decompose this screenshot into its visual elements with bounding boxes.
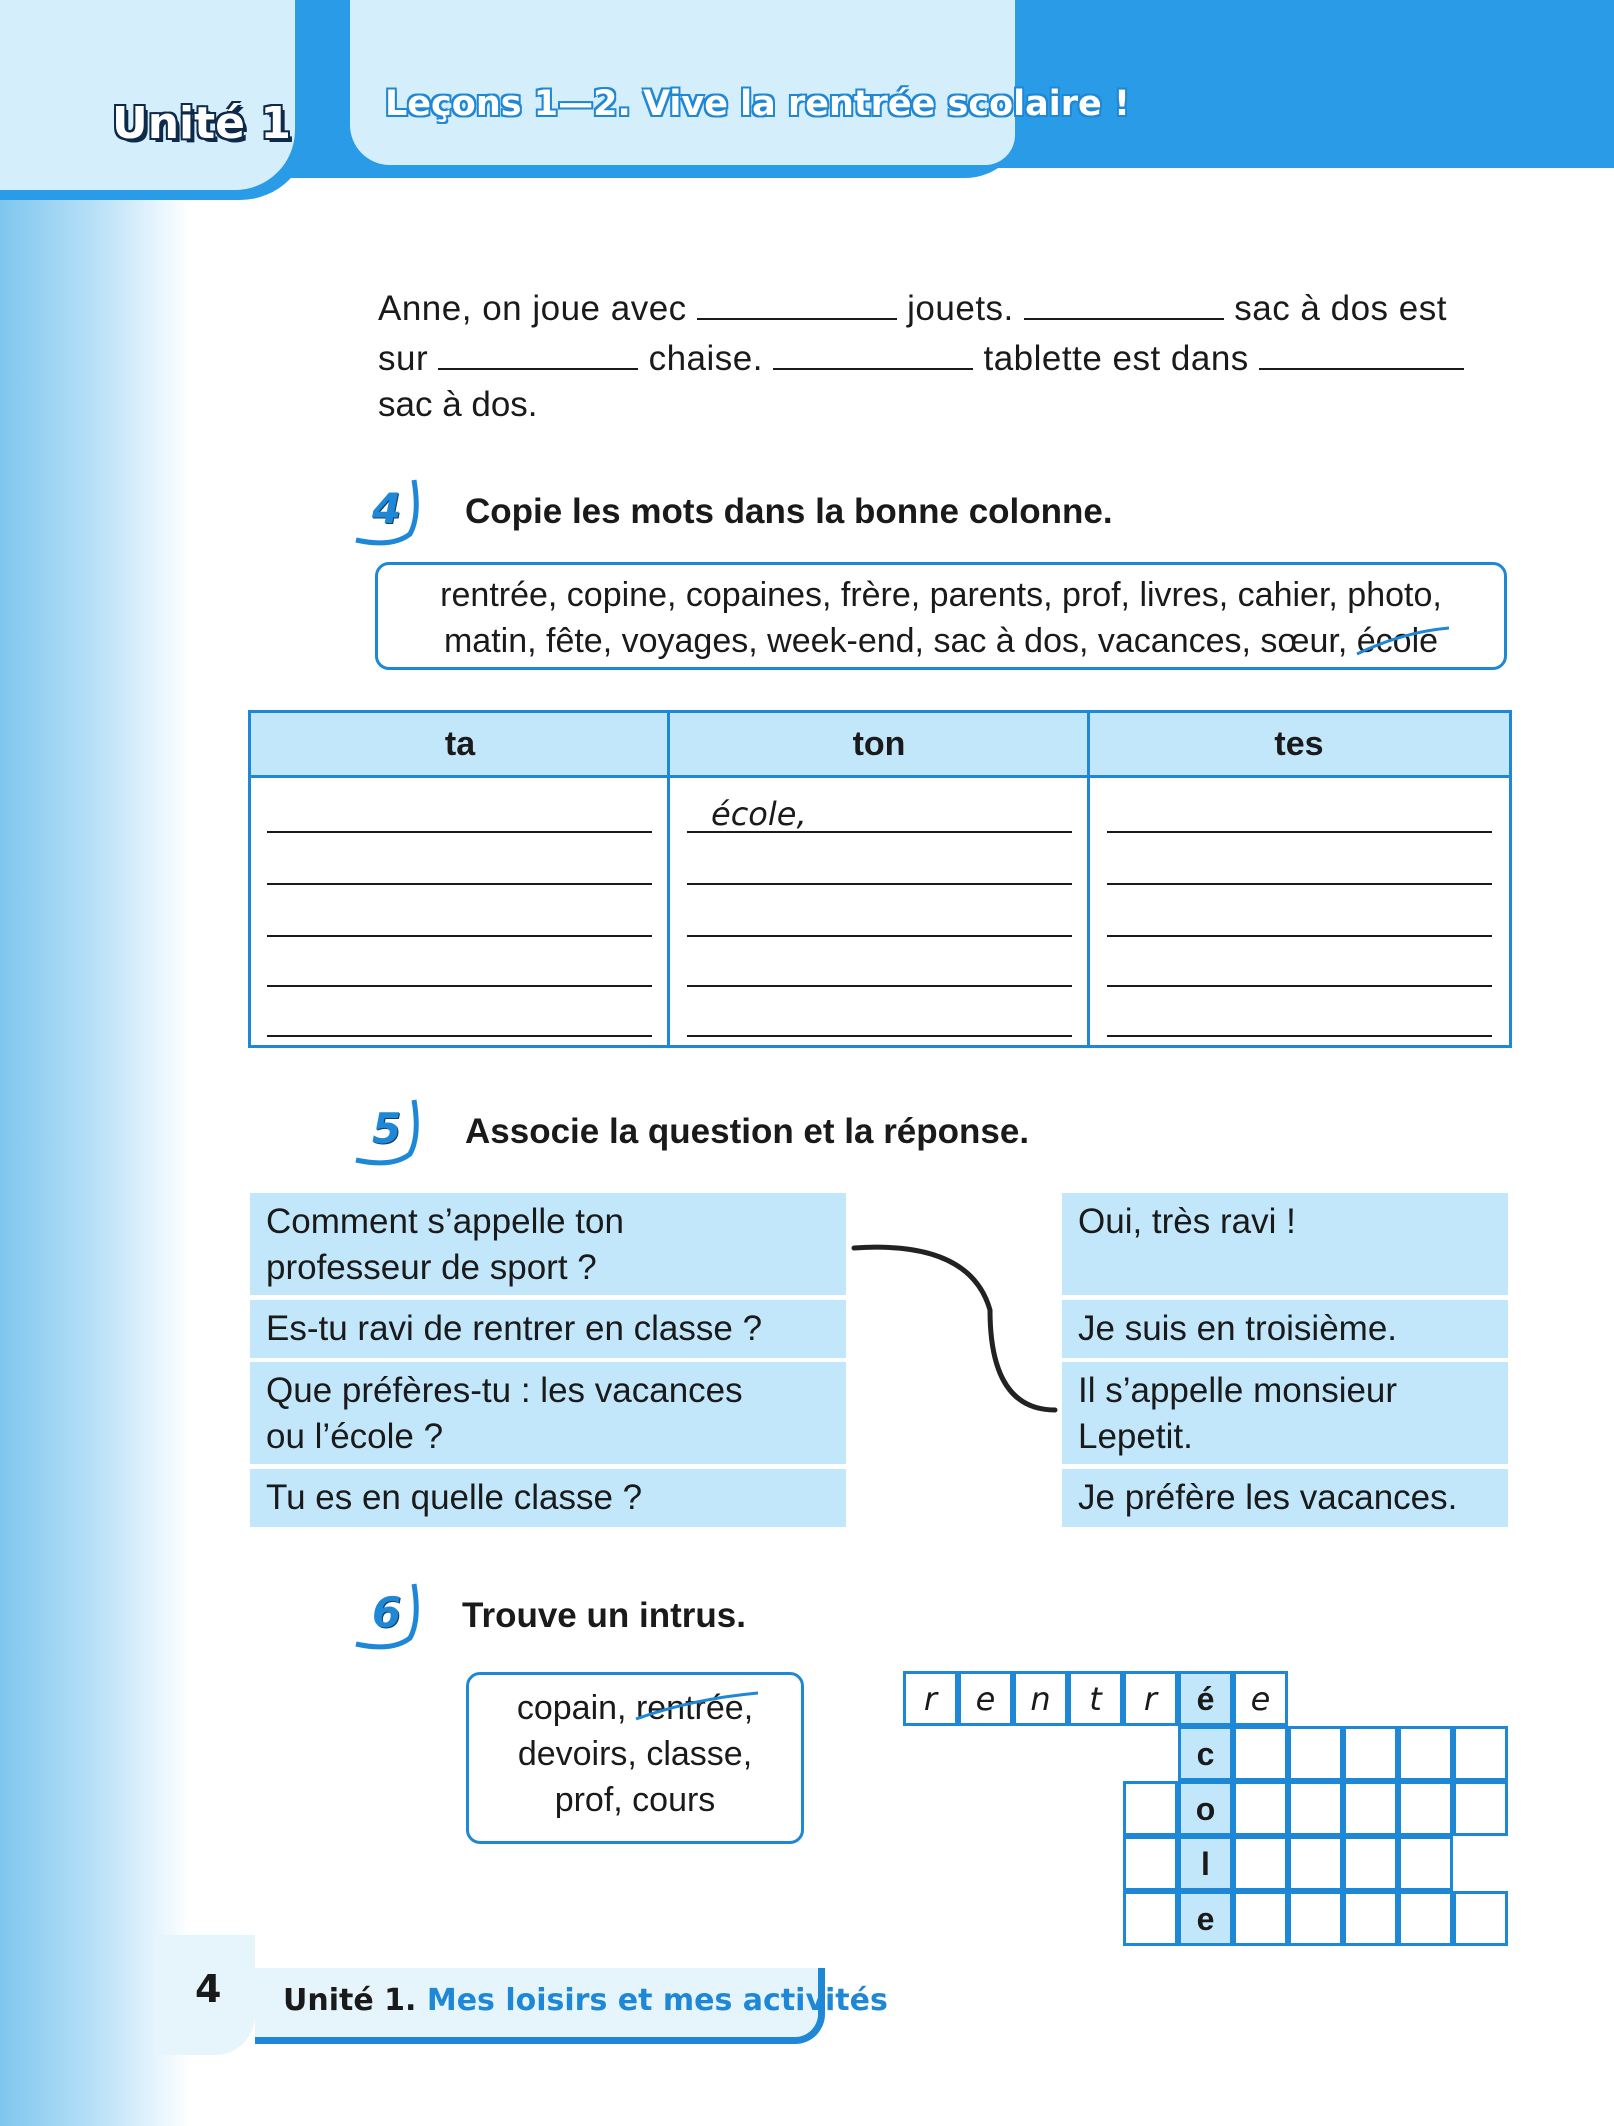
- question-item[interactable]: Que préfères-tu : les vacances ou l’école ?: [250, 1362, 846, 1464]
- blank-field[interactable]: [438, 340, 638, 370]
- write-line[interactable]: [1107, 831, 1492, 833]
- write-line[interactable]: [267, 1035, 652, 1037]
- column-header-ton: ton: [669, 713, 1089, 778]
- crossword-cell[interactable]: l: [1178, 1836, 1233, 1891]
- crossword-cell[interactable]: [1123, 1836, 1178, 1891]
- crossword-cell[interactable]: c: [1178, 1726, 1233, 1781]
- crossword-cell[interactable]: é: [1178, 1671, 1233, 1726]
- write-line[interactable]: [687, 985, 1072, 987]
- word-table: [248, 710, 1512, 1048]
- crossword-cell[interactable]: [1398, 1781, 1453, 1836]
- crossword-cell[interactable]: n: [1013, 1671, 1068, 1726]
- intrus-box: copain, rentrée , devoirs, classe, prof, cours: [466, 1672, 804, 1844]
- crossword-cell[interactable]: [1398, 1836, 1453, 1891]
- exercise-number-6: 6: [352, 1580, 424, 1652]
- question-item[interactable]: Tu es en quelle classe ?: [250, 1469, 846, 1527]
- exercise3-line3: sac à dos.: [378, 385, 538, 424]
- column-header-ta: ta: [251, 713, 669, 778]
- strike-mark-icon: [1353, 624, 1453, 664]
- exercise6-title: Trouve un intrus.: [462, 1596, 746, 1635]
- write-line[interactable]: [1107, 985, 1492, 987]
- crossword-cell[interactable]: [1288, 1781, 1343, 1836]
- strike-mark-icon: [632, 1689, 762, 1729]
- crossword-cell[interactable]: [1288, 1891, 1343, 1946]
- footer-title: Mes loisirs et mes activités: [426, 1983, 888, 2018]
- answer-item[interactable]: Oui, très ravi !: [1062, 1193, 1508, 1295]
- crossword-cell[interactable]: [1233, 1726, 1288, 1781]
- write-line[interactable]: [687, 1035, 1072, 1037]
- write-line[interactable]: [267, 883, 652, 885]
- crossword-cell[interactable]: [1398, 1891, 1453, 1946]
- example-answer: école,: [711, 795, 807, 833]
- write-line[interactable]: [1107, 1035, 1492, 1037]
- crossword-cell[interactable]: o: [1178, 1781, 1233, 1836]
- crossword-cell[interactable]: [1288, 1836, 1343, 1891]
- crossword-cell[interactable]: [1453, 1726, 1508, 1781]
- crossword-cell[interactable]: [1343, 1781, 1398, 1836]
- crossword-cell[interactable]: [1343, 1726, 1398, 1781]
- question-item[interactable]: Es-tu ravi de rentrer en classe ?: [250, 1300, 846, 1358]
- write-line[interactable]: [1107, 935, 1492, 937]
- answer-item[interactable]: Il s’appelle monsieur Lepetit.: [1062, 1362, 1508, 1464]
- write-line[interactable]: [687, 883, 1072, 885]
- column-header-tes: tes: [1089, 713, 1509, 778]
- crossword-cell[interactable]: [1233, 1781, 1288, 1836]
- footer-unit: Unité 1.: [283, 1983, 417, 2018]
- crossword-cell[interactable]: e: [1233, 1671, 1288, 1726]
- crossword-cell[interactable]: [1453, 1891, 1508, 1946]
- blank-field[interactable]: [697, 290, 897, 320]
- crossword-cell[interactable]: e: [1178, 1891, 1233, 1946]
- exercise-number-4: 4: [352, 476, 424, 548]
- answer-item[interactable]: Je suis en troisième.: [1062, 1300, 1508, 1358]
- crossword-cell[interactable]: [1123, 1781, 1178, 1836]
- lesson-title: Leçons 1—2. Vive la rentrée scolaire !: [385, 84, 1130, 124]
- page-number: 4: [195, 1967, 222, 2011]
- write-line[interactable]: [267, 831, 652, 833]
- crossword-cell[interactable]: r: [1123, 1671, 1178, 1726]
- crossword-cell[interactable]: [1123, 1891, 1178, 1946]
- crossword-cell[interactable]: e: [958, 1671, 1013, 1726]
- crossword-cell[interactable]: [1288, 1726, 1343, 1781]
- write-line[interactable]: [267, 935, 652, 937]
- blank-field[interactable]: [1259, 340, 1464, 370]
- exercise5-title: Associe la question et la réponse.: [465, 1112, 1030, 1151]
- write-line[interactable]: [267, 985, 652, 987]
- write-line[interactable]: [1107, 883, 1492, 885]
- page-margin: [0, 0, 190, 2126]
- word-box: rentrée, copine, copaines, frère, parents, prof, livres, cahier, photo, matin, fête, voyages, week-end, sac à dos, vacances, sœur, école: [375, 562, 1507, 670]
- exercise-number-5: 5: [352, 1096, 424, 1168]
- question-item[interactable]: Comment s’appelle ton professeur de sport ?: [250, 1193, 846, 1295]
- blank-field[interactable]: [1024, 290, 1224, 320]
- matching-line: [840, 1230, 1070, 1430]
- crossword-cell[interactable]: [1233, 1891, 1288, 1946]
- crossword-cell[interactable]: r: [903, 1671, 958, 1726]
- exercise3-line1: Anne, on joue avec jouets. sac à dos est: [378, 289, 1447, 328]
- crossword-cell[interactable]: t: [1068, 1671, 1123, 1726]
- crossword-cell[interactable]: [1233, 1836, 1288, 1891]
- crossword-cell[interactable]: [1453, 1781, 1508, 1836]
- write-line[interactable]: [687, 935, 1072, 937]
- crossword-cell[interactable]: [1343, 1836, 1398, 1891]
- exercise4-title: Copie les mots dans la bonne colonne.: [465, 492, 1113, 531]
- crossword-cell[interactable]: [1343, 1891, 1398, 1946]
- crossword-cell[interactable]: [1398, 1726, 1453, 1781]
- exercise3-line2: sur chaise. tablette est dans: [378, 334, 1510, 384]
- answer-item[interactable]: Je préfère les vacances.: [1062, 1469, 1508, 1527]
- blank-field[interactable]: [773, 340, 973, 370]
- unit-label: Unité 1: [112, 98, 291, 149]
